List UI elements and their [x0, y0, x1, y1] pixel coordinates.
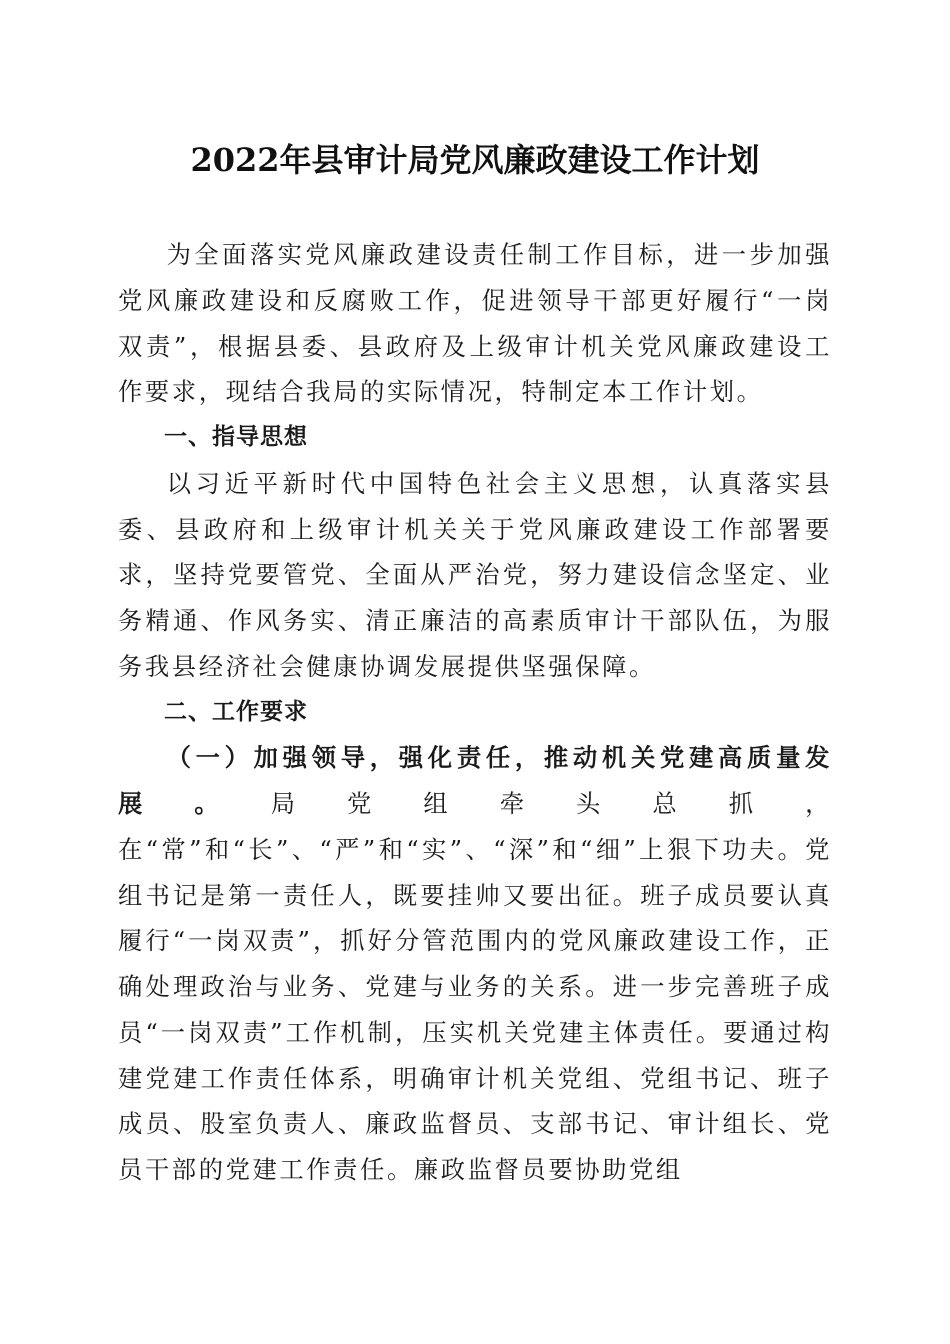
guiding-thought-paragraph: 以习近平新时代中国特色社会主义思想，认真落实县委、县政府和上级审计机关关于党风廉政建设工作部署要求，坚持党要管党、全面从严治党，努力建设信念坚定、业务精通、作风务实、清正廉洁的高素质审计干部队伍，为服务我县经济社会健康协调发展提供坚强保障。 [118, 468, 832, 681]
section-heading-guiding-thought: 一、指导思想 [164, 424, 308, 450]
intro-paragraph: 为全面落实党风廉政建设责任制工作目标，进一步加强党风廉政建设和反腐败工作，促进领导干部更好履行“一岗双责”，根据县委、县政府及上级审计机关党风廉政建设工作要求，现结合我局的实际情况，特制定本工作计划。 [118, 240, 832, 407]
item-1-text: 局党组牵头总抓，在“常”和“长”、“严”和“实”、“深”和“细”上狠下功夫。党组书记是第一责任人，既要挂帅又要出征。班子成员要认真履行“一岗双责”，抓好分管范围内的党风廉政建设工作，正确处理政治与业务、党建与业务的关系。进一步完善班子成员“一岗双责”工作机制，压实机关党建主体责任。要通过构建党建工作责任体系，明确审计机关党组、党组书记、班子成员、股室负责人、廉政监督员、支部书记、审计组长、党员干部的党建工作责任。廉政监督员要协助党组 [118, 789, 832, 1184]
document-body [118, 232, 832, 1193]
section-heading-work-requirements: 二、工作要求 [164, 698, 308, 725]
item-1-lead: （一）加强领导，强化责任，推动机关党建高质量发展。 [118, 743, 832, 818]
work-requirements-item-1 [118, 735, 832, 1193]
document-title: 2022年县审计局党风廉政建设工作计划 [190, 141, 760, 179]
